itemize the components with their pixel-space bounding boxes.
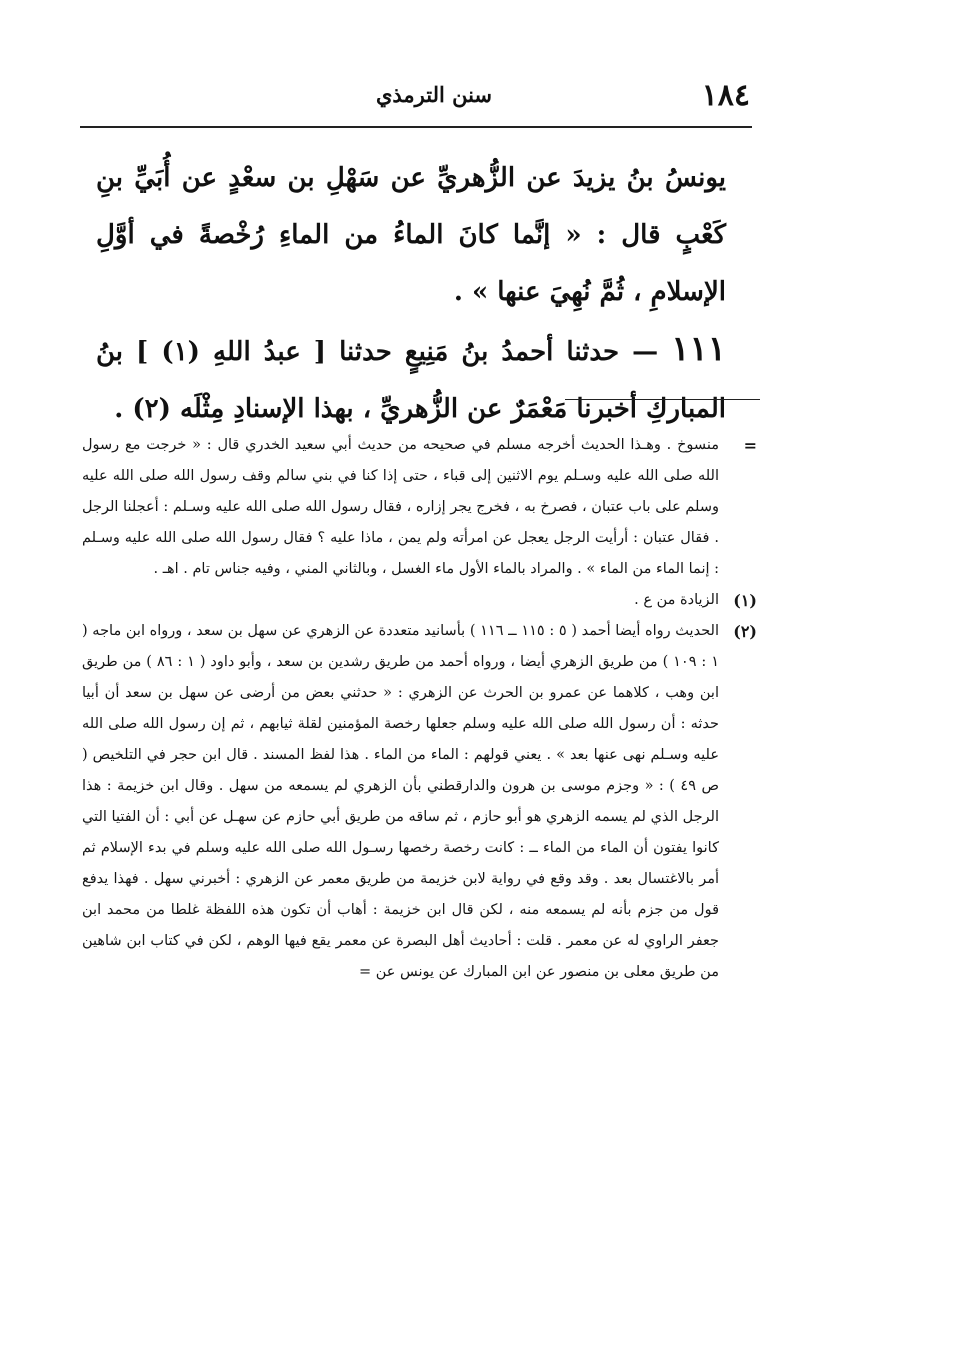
hadith-dash: — (632, 337, 659, 367)
footnote-marker: (١) (733, 591, 757, 610)
footnotes (82, 430, 757, 988)
footnote-1 (82, 585, 757, 616)
footnote-text: الزيادة من ع . (634, 592, 719, 608)
paragraph-1: يونسُ بنُ يزيدَ عن الزُّهريِّ عن سَهْلِ بن سعْدٍ عن أُبَيِّ بنِ كَعْبٍ قال : « إنَّما كانَ الماءُ من الماءِ رُخْصةً في أوَّلِ الإسلامِ ، ثُمَّ نُهِيَ عنها » . (96, 163, 726, 307)
footnote-2 (82, 616, 757, 988)
page-header (84, 78, 750, 120)
running-title: سنن الترمذي (375, 82, 493, 107)
hadith-number: ١١١ (671, 329, 726, 369)
footnote-separator (565, 399, 760, 400)
footnote-continuation (82, 430, 757, 585)
hadith-text: حدثنا أحمدُ بنُ مَنِيعٍ حدثنا [ عبدُ اللهِ (١) ] بنُ المباركِ أخبرنا مَعْمَرٌ عن الزُّهريِّ ، بهذا الإسنادِ مِثْلَه (٢) . (96, 337, 726, 424)
footnote-text: الحديث رواه أيضا أحمد ( ٥ : ١١٥ ــ ١١٦ ) بأسانيد متعددة عن الزهري عن سهل بن سعد ، ورواه ابن ماجه ( ١ : ١٠٩ ) من طريق الزهري أيضا ، ورواه أحمد من طريق رشدين بن سعد ، وأبو داود ( ١ : ٨٦ ) من طريق ابن وهب ، كلاهما عن عمرو بن الحرث عن الزهري : « حدثني بعض من أرضى عن سهل بن سعد أن أبيا حدثه : أن رسول الله صلى الله عليه وسلم جعلها رخصة المؤمنين لقلة ثيابهم ، ثم إن رسول الله صلى الله عليه وسـلم نهى عنها بعد » . يعني قولهم : الماء من الماء . هذا لفظ المسند . قال ابن حجر في التلخيص ( ص ٤٩ ) : « وجزم موسى بن هرون والدارقطني بأن الزهري لم يسمعه من سهل . وقال ابن خزيمة : هذا الرجل الذي لم يسمه الزهري هو أبو حازم ، ثم ساقه من طريق أبي حازم عن سهـل عن أبي : أن الفتيا التي كانوا يفتون أن الماء من الماء ــ : كانت رخصة رخصها رسـول الله صلى الله عليه وسلم في بدء الإسلام ثم أمر بالاغتسال بعد . وقد وقع في رواية لابن خزيمة من طريق معمر عن الزهري : أخبرني سهل . فهذا يدفع قول من جزم بأنه لم يسمعه منه ، لكن قال ابن خزيمة : أهاب أن تكون هذه اللفظة غلطا من محمد ابن جعفر الراوي له عن معمر . قلت : أحاديث أهل البصرة عن معمر يقع فيها الوهم ، لكن في كتاب ابن شاهين من طريق معلى بن منصور عن ابن المبارك عن يونس عن = (82, 623, 720, 980)
continuation-mark: = (743, 436, 757, 455)
page-number: ١٨٤ (701, 78, 750, 113)
main-text (96, 150, 726, 438)
footnote-marker: (٢) (733, 622, 757, 641)
header-rule (80, 126, 752, 128)
footnote-text: منسوخ . وهـذا الحديث أخرجه مسلم في صحيحه من حديث أبي سعيد الخدري قال : « خرجت مع رسول الله صلى الله عليه وسـلم يوم الاثنين إلى قباء ، حتى إذا كنا في بني سالم وقف رسول الله صلى الله عليه وسلم على باب عتبان ، فصرخ به ، فخرج يجر إزاره ، فقال رسول الله صلى الله عليه وسـلم : أعجلنا الرجل . فقال عتبان : أرأيت الرجل يعجل عن امرأته ولم يمن ، ماذا عليه ؟ فقال رسول الله صلى الله عليه وسـلم : إنما الماء من الماء » . والمراد بالماء الأول ماء الغسل ، وبالثاني المني ، وفيه جناس تام . اهـ . (82, 437, 719, 577)
paragraph-2 (96, 321, 726, 438)
